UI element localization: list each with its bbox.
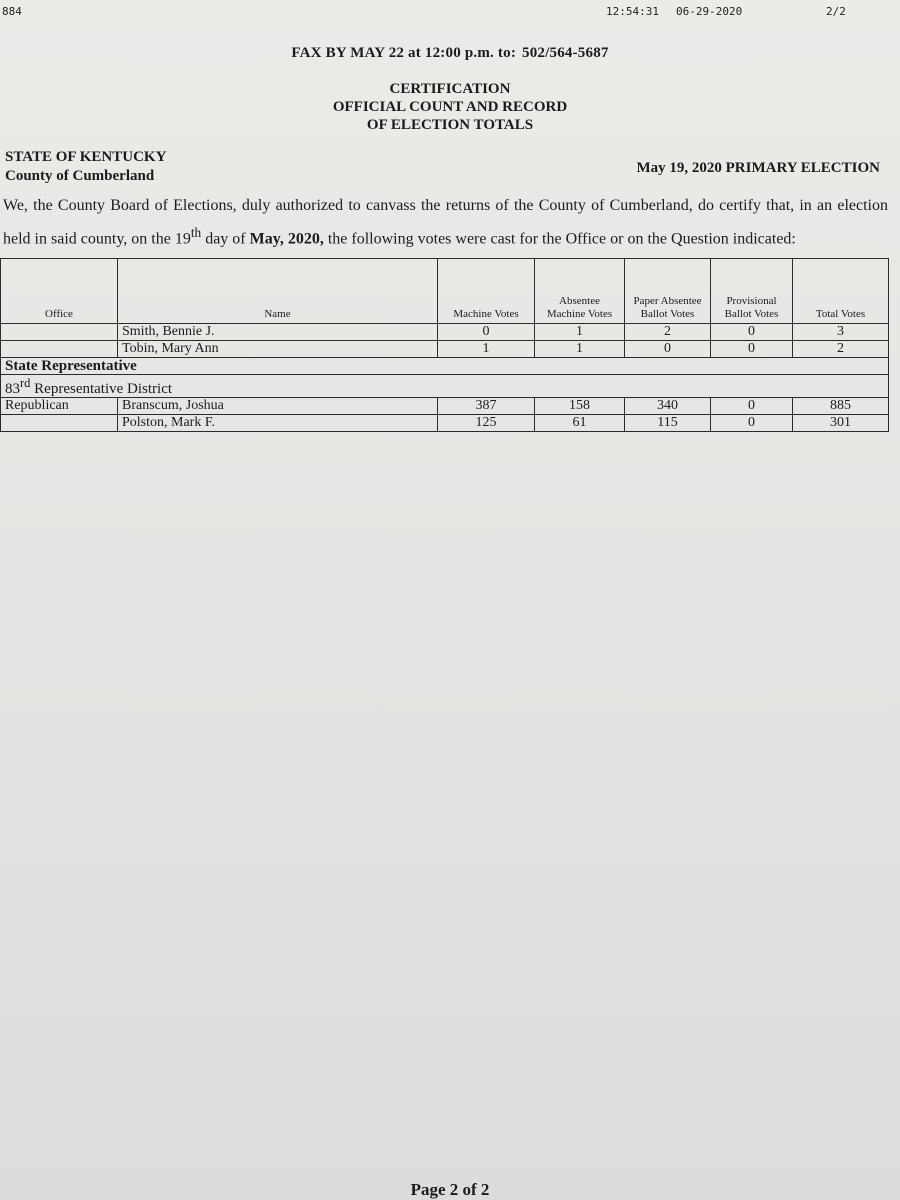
cell-paper-absentee: 340 (625, 398, 711, 415)
header-office: Office (1, 259, 118, 324)
section-title: State Representative (1, 358, 889, 375)
district-label (1, 375, 889, 398)
table-header-row (1, 259, 889, 324)
cell-machine: 387 (438, 398, 535, 415)
cell-absentee-machine: 61 (535, 415, 625, 432)
header-machine-votes: Machine Votes (438, 259, 535, 324)
state-name: STATE OF KENTUCKY (5, 149, 167, 165)
cell-total: 301 (793, 415, 889, 432)
certification-paragraph (3, 192, 888, 252)
header-total-votes: Total Votes (793, 259, 889, 324)
cell-machine: 1 (438, 341, 535, 358)
cell-paper-absentee: 2 (625, 324, 711, 341)
district-sup: rd (20, 376, 31, 390)
fax-header (0, 0, 900, 22)
cell-provisional: 0 (711, 341, 793, 358)
para-bold-date: May, 2020, (249, 230, 324, 248)
vote-totals-table (0, 258, 889, 432)
cell-office (1, 341, 118, 358)
fax-time: 12:54:31 (606, 5, 659, 18)
para-text-3: the following votes were cast for the Office or on the Question indicated: (323, 230, 796, 248)
para-text-1: We, the County Board of Elections, duly authorized to canvass the returns of the County of Cumberland, do certify that, in an election held in said county, on the 19 (3, 197, 888, 248)
district-text: Representative District (30, 381, 173, 397)
election-name: May 19, 2020 PRIMARY ELECTION (636, 160, 880, 176)
header-provisional-votes: Provisional Ballot Votes (711, 259, 793, 324)
fax-page-count: 2/2 (826, 5, 846, 18)
cell-total: 3 (793, 324, 889, 341)
para-text-2: day of (201, 230, 250, 248)
district-row (1, 375, 889, 398)
cell-paper-absentee: 115 (625, 415, 711, 432)
cell-office (1, 415, 118, 432)
page-footer: Page 2 of 2 (410, 1180, 490, 1199)
header-absentee-machine-votes: Absentee Machine Votes (535, 259, 625, 324)
para-sup: th (190, 225, 202, 240)
fax-date: 06-29-2020 (676, 5, 743, 18)
cell-machine: 125 (438, 415, 535, 432)
certification-title (0, 80, 900, 134)
cell-name: Polston, Mark F. (118, 415, 438, 432)
county-name: County of Cumberland (5, 168, 155, 184)
cell-machine: 0 (438, 324, 535, 341)
cert-line-3: OF ELECTION TOTALS (366, 117, 534, 133)
cell-absentee-machine: 158 (535, 398, 625, 415)
jurisdiction (5, 148, 166, 186)
cell-paper-absentee: 0 (625, 341, 711, 358)
cert-line-2: OFFICIAL COUNT AND RECORD (332, 99, 568, 115)
cell-provisional: 0 (711, 398, 793, 415)
cert-line-1: CERTIFICATION (389, 81, 511, 97)
cell-absentee-machine: 1 (535, 341, 625, 358)
fax-by-label: FAX BY MAY 22 at 12:00 p.m. to: (291, 45, 517, 61)
cell-name: Branscum, Joshua (118, 398, 438, 415)
cell-total: 2 (793, 341, 889, 358)
section-row (1, 358, 889, 375)
table-row (1, 398, 889, 415)
header-paper-absentee-votes: Paper Absentee Ballot Votes (625, 259, 711, 324)
cell-provisional: 0 (711, 324, 793, 341)
fax-id: 884 (2, 5, 22, 18)
table-row (1, 341, 889, 358)
cell-provisional: 0 (711, 415, 793, 432)
cell-total: 885 (793, 398, 889, 415)
fax-number: 502/564-5687 (522, 45, 609, 61)
cell-name: Smith, Bennie J. (118, 324, 438, 341)
cell-office (1, 324, 118, 341)
district-number: 83 (5, 381, 20, 397)
cell-office: Republican (1, 398, 118, 415)
cell-absentee-machine: 1 (535, 324, 625, 341)
header-name: Name (118, 259, 438, 324)
table-row (1, 415, 889, 432)
table-row (1, 324, 889, 341)
fax-instructions (0, 45, 900, 62)
cell-name: Tobin, Mary Ann (118, 341, 438, 358)
